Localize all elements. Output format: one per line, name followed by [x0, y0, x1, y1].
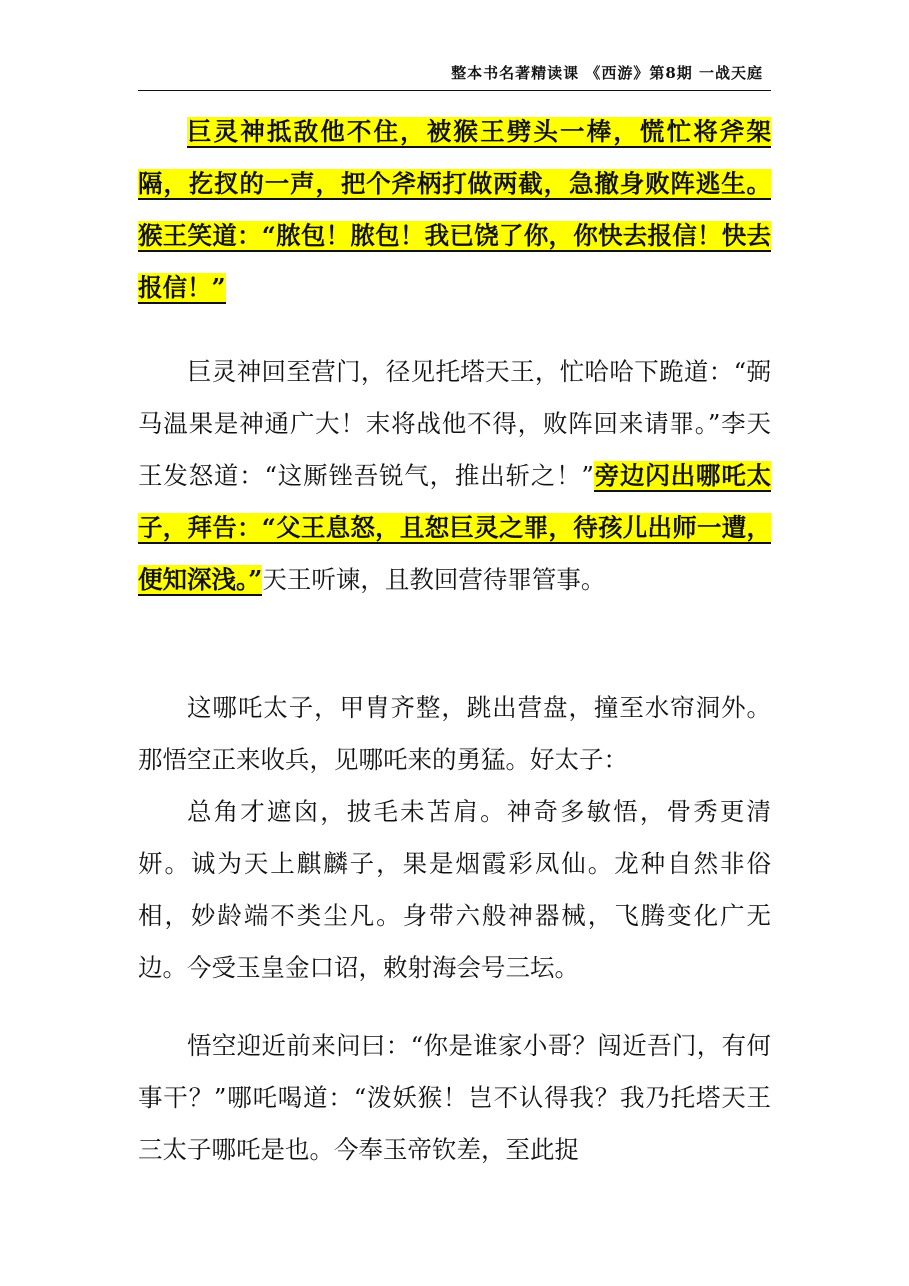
header-title: 整本书名著精读课 《西游》第8期 一战天庭 — [451, 64, 763, 82]
paragraph-3 — [138, 682, 771, 786]
paragraph-text: 天王听谏，且教回营待罪管事。 — [262, 565, 606, 594]
highlighted-text: 巨灵神抵敌他不住，被猴王劈头一棒，慌忙将斧架隔，扢扠的一声，把个斧柄打做两截，急撤身败阵逃生。猴王笑道：“脓包！脓包！我已饶了你，你快去报信！快去报信！” — [138, 117, 771, 302]
paragraph-text: 巨灵神回至营门，径见托塔天王，忙哈哈下跪道：“弼马温果是神通广大！末将战他不得，败阵回来请罪。”李天王发怒道：“这厮锉吾锐气，推出斩之！” — [138, 357, 771, 490]
page-header — [138, 62, 771, 90]
poem-paragraph — [138, 786, 771, 994]
paragraph-5 — [138, 1020, 771, 1176]
paragraph-text: 这哪吒太子，甲胄齐整，跳出营盘，撞至水帘洞外。那悟空正来收兵，见哪吒来的勇猛。好太子： — [138, 693, 771, 774]
paragraph-1 — [138, 106, 771, 314]
highlighted-text: 旁边闪出哪吒太子，拜告：“父王息怒，且恕巨灵之罪，待孩儿出师一遭，便知深浅。” — [138, 461, 771, 594]
header-divider — [138, 90, 771, 91]
paragraph-text: 悟空迎近前来问曰：“你是谁家小哥？闯近吾门，有何事干？”哪吒喝道：“泼妖猴！岂不认得我？我乃托塔天王三太子哪吒是也。今奉玉帝钦差，至此捉 — [138, 1031, 771, 1164]
paragraph-2 — [138, 346, 771, 606]
paragraph-text: 总角才遮囟，披毛未苫肩。神奇多敏悟，骨秀更清妍。诚为天上麒麟子，果是烟霞彩凤仙。龙种自然非俗相，妙龄端不类尘凡。身带六般神器械，飞腾变化广无边。今受玉皇金口诏，敕射海会号三坛。 — [138, 797, 771, 982]
